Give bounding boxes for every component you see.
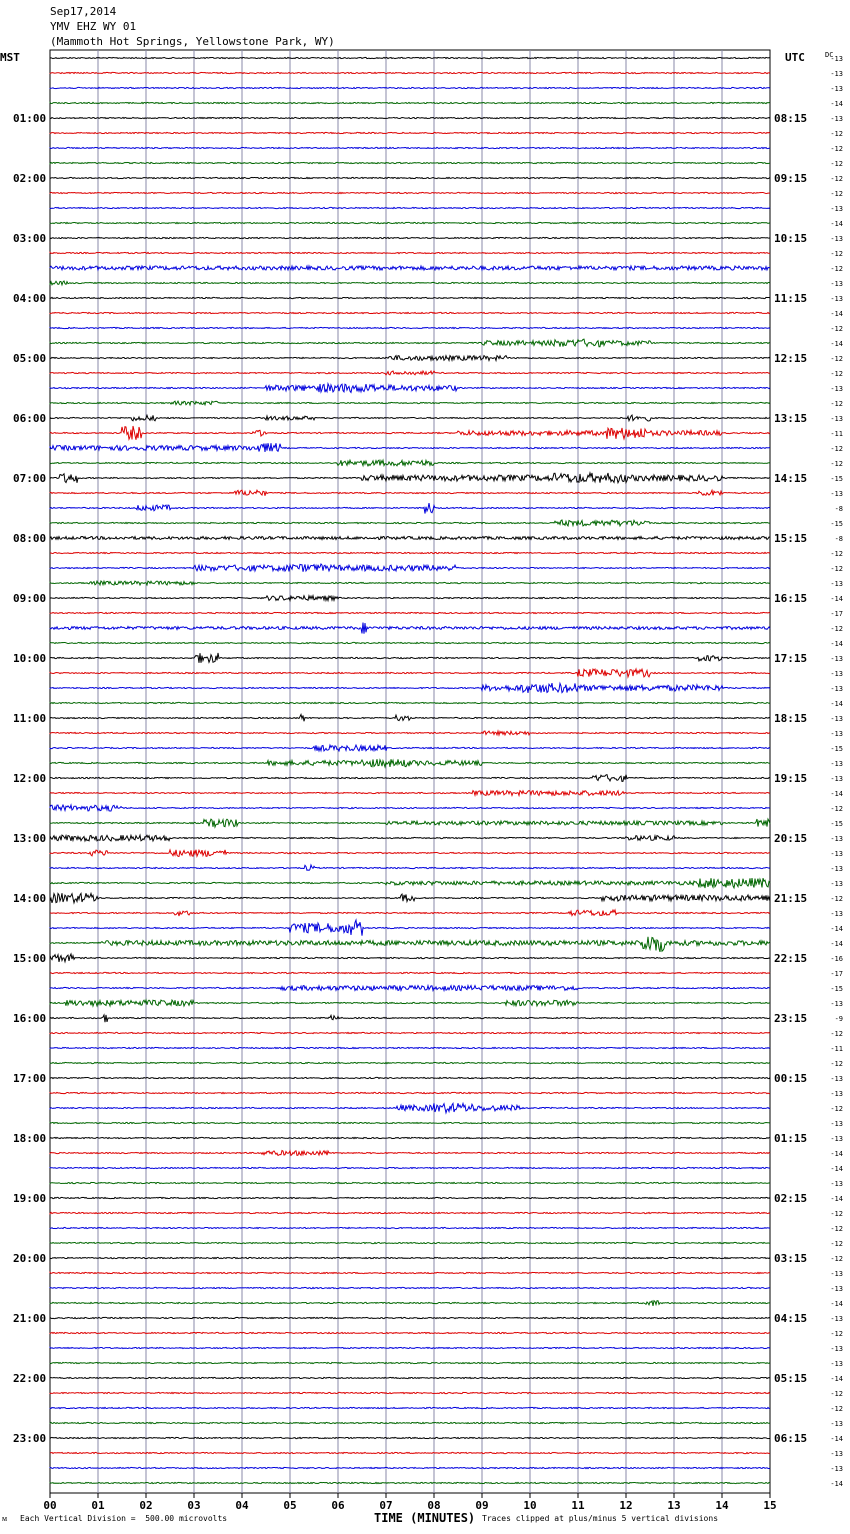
dc-offset-label: -12 [830,445,843,453]
dc-offset-label: -12 [830,1030,843,1038]
trace-18 [50,312,770,313]
x-tick-label: 02 [139,1499,153,1512]
right-hour-label: 20:15 [774,832,808,845]
x-tick-label: 04 [235,1499,249,1512]
trace-16 [50,281,770,285]
dc-offset-label: -12 [830,565,843,573]
dc-offset-label: -13 [830,235,843,243]
trace-19 [50,327,770,328]
trace-1 [50,57,770,58]
right-hour-label: 09:15 [774,172,808,185]
trace-28 [50,460,770,466]
right-hour-label: 13:15 [774,412,808,425]
trace-77 [50,1197,770,1198]
right-hour-label: 02:15 [774,1192,808,1205]
dc-offset-label: -15 [830,985,843,993]
dc-offset-label: -13 [830,1075,843,1083]
x-tick-label: 13 [667,1499,681,1512]
trace-25 [50,415,770,421]
dc-offset-label: -13 [830,1315,843,1323]
station-location: (Mammoth Hot Springs, Yellowstone Park, WY) [50,35,335,48]
trace-85 [50,1317,770,1318]
station-code: YMV EHZ WY 01 [50,20,137,33]
trace-3 [50,87,770,88]
dc-offset-label: -12 [830,250,843,258]
right-hour-label: 14:15 [774,472,808,485]
dc-offset-label: -14 [830,925,843,933]
dc-offset-label: -14 [830,220,843,228]
trace-53 [50,835,770,841]
trace-44 [50,702,770,703]
right-hour-label: 00:15 [774,1072,808,1085]
dc-offset-label: -12 [830,265,843,273]
dc-offset-label: -13 [830,775,843,783]
left-hour-label: 22:00 [13,1372,47,1385]
left-hour-label: 20:00 [13,1252,47,1265]
trace-39 [50,623,770,634]
dc-offset-label: -9 [834,1015,843,1023]
trace-56 [50,878,770,888]
trace-58 [50,910,770,916]
dc-offset-label: -11 [830,1045,843,1053]
right-hour-label: 22:15 [774,952,808,965]
dc-offset-label: -12 [830,145,843,153]
trace-86 [50,1332,770,1333]
x-tick-label: 12 [619,1499,633,1512]
dc-offset-label: -12 [830,895,843,903]
dc-offset-label: -15 [830,745,843,753]
dc-offset-label: -13 [830,55,843,63]
trace-15 [50,266,770,270]
left-hour-label: 12:00 [13,772,47,785]
trace-93 [50,1437,770,1438]
x-tick-label: 09 [475,1499,489,1512]
trace-94 [50,1452,770,1453]
left-hour-label: 16:00 [13,1012,47,1025]
trace-61 [50,954,770,962]
left-hour-label: 09:00 [13,592,47,605]
trace-73 [50,1137,770,1138]
dc-offset-label: -13 [830,715,843,723]
left-hour-label: 08:00 [13,532,47,545]
left-hour-label: 02:00 [13,172,47,185]
trace-36 [50,581,770,585]
dc-offset-label: -11 [830,430,843,438]
trace-78 [50,1212,770,1213]
trace-42 [50,669,770,677]
dc-offset-label: -13 [830,850,843,858]
trace-22 [50,371,770,375]
trace-96 [50,1482,770,1483]
trace-60 [50,937,770,952]
dc-offset-label: -14 [830,1195,843,1203]
trace-13 [50,237,770,238]
dc-offset-label: -12 [830,625,843,633]
trace-52 [50,819,770,827]
trace-68 [50,1062,770,1063]
trace-80 [50,1242,770,1243]
trace-35 [50,564,770,572]
trace-54 [50,850,770,857]
trace-91 [50,1407,770,1408]
x-tick-label: 03 [187,1499,201,1512]
left-hour-label: 07:00 [13,472,47,485]
dc-offset-label: -14 [830,1480,843,1488]
dc-offset-label: -13 [830,1360,843,1368]
dc-offset-label: -13 [830,1420,843,1428]
dc-offset-label: -13 [830,205,843,213]
left-hour-label: 10:00 [13,652,47,665]
dc-offset-label: -14 [830,595,843,603]
trace-63 [50,986,770,991]
trace-95 [50,1467,770,1468]
x-tick-label: 06 [331,1499,345,1512]
dc-offset-label: -12 [830,1390,843,1398]
trace-23 [50,384,770,393]
trace-90 [50,1392,770,1393]
dc-offset-label: -13 [830,1270,843,1278]
dc-offset-label: -13 [830,1180,843,1188]
trace-29 [50,473,770,483]
trace-27 [50,443,770,452]
trace-38 [50,612,770,613]
dc-offset-label: -13 [830,1000,843,1008]
dc-offset-label: -8 [834,535,843,543]
dc-offset-label: -12 [830,1105,843,1113]
right-hour-label: 12:15 [774,352,808,365]
dc-offset-label: -13 [830,1135,843,1143]
x-tick-label: 00 [43,1499,57,1512]
corner-mark: ᴍ [2,1514,8,1523]
x-tick-label: 10 [523,1499,537,1512]
dc-offset-label: -15 [830,520,843,528]
x-tick-label: 08 [427,1499,441,1512]
right-hour-label: 01:15 [774,1132,808,1145]
trace-69 [50,1077,770,1078]
dc-offset-label: -14 [830,1435,843,1443]
left-hour-label: 21:00 [13,1312,47,1325]
trace-30 [50,490,770,496]
dc-offset-label: -13 [830,685,843,693]
trace-87 [50,1347,770,1348]
right-hour-label: 17:15 [774,652,808,665]
left-hour-label: 06:00 [13,412,47,425]
trace-51 [50,805,770,811]
dc-offset-label: -12 [830,460,843,468]
trace-64 [50,1000,770,1006]
left-hour-label: 17:00 [13,1072,47,1085]
right-hour-label: 11:15 [774,292,808,305]
dc-offset-label: -13 [830,115,843,123]
plot-frame [50,50,770,1493]
trace-49 [50,775,770,782]
dc-offset-label: -13 [830,580,843,588]
trace-66 [50,1032,770,1033]
trace-65 [50,1015,770,1022]
clip-note: Traces clipped at plus/minus 5 vertical divisions [482,1514,719,1523]
dc-offset-label: -12 [830,355,843,363]
trace-14 [50,252,770,253]
trace-46 [50,731,770,735]
dc-offset-label: -13 [830,670,843,678]
trace-50 [50,791,770,796]
dc-offset-label: -13 [830,880,843,888]
right-hour-label: 21:15 [774,892,808,905]
dc-offset-label: -14 [830,700,843,708]
right-hour-label: 18:15 [774,712,808,725]
trace-31 [50,503,770,513]
dc-offset-label: -13 [830,865,843,873]
chart-date: Sep17,2014 [50,5,117,18]
left-hour-label: 15:00 [13,952,47,965]
dc-offset-label: -13 [830,1450,843,1458]
left-hour-label: 04:00 [13,292,47,305]
left-timezone-label: MST [0,51,20,64]
trace-7 [50,147,770,148]
right-hour-label: 23:15 [774,1012,808,1025]
trace-43 [50,683,770,693]
trace-12 [50,222,770,223]
trace-10 [50,192,770,193]
trace-76 [50,1182,770,1183]
dc-offset-label: -12 [830,1210,843,1218]
right-hour-label: 06:15 [774,1432,808,1445]
trace-67 [50,1047,770,1048]
dc-offset-label: -13 [830,1345,843,1353]
dc-offset-label: -13 [830,1120,843,1128]
dc-offset-label: -12 [830,1060,843,1068]
dc-offset-label: -13 [830,280,843,288]
dc-offset-label: -12 [830,400,843,408]
left-hour-label: 01:00 [13,112,47,125]
dc-offset-label: -15 [830,475,843,483]
dc-offset-label: -13 [830,490,843,498]
trace-11 [50,207,770,208]
trace-92 [50,1422,770,1423]
left-hour-label: 14:00 [13,892,47,905]
trace-79 [50,1227,770,1228]
x-tick-label: 14 [715,1499,729,1512]
dc-offset-label: -12 [830,1225,843,1233]
trace-88 [50,1362,770,1363]
trace-26 [50,426,770,440]
scale-note: Each Vertical Division = 500.00 microvolts [20,1514,228,1523]
trace-45 [50,715,770,722]
trace-32 [50,520,770,526]
trace-74 [50,1151,770,1156]
dc-offset-label: -15 [830,820,843,828]
dc-offset-label: -12 [830,325,843,333]
dc-offset-label: -12 [830,370,843,378]
x-axis-title: TIME (MINUTES) [374,1511,476,1525]
trace-57 [50,893,770,903]
dc-offset-label: -12 [830,1240,843,1248]
dc-offset-label: -13 [830,1465,843,1473]
trace-20 [50,339,770,347]
left-hour-label: 13:00 [13,832,47,845]
dc-offset-label: -13 [830,85,843,93]
trace-70 [50,1092,770,1093]
trace-81 [50,1257,770,1258]
dc-offset-label: -13 [830,70,843,78]
right-hour-label: 16:15 [774,592,808,605]
dc-offset-label: -13 [830,1090,843,1098]
x-tick-label: 05 [283,1499,297,1512]
dc-offset-label: -12 [830,1405,843,1413]
trace-75 [50,1167,770,1168]
dc-offset-label: -13 [830,385,843,393]
trace-37 [50,596,770,601]
trace-2 [50,72,770,73]
dc-offset-label: -13 [830,835,843,843]
dc-offset-label: -14 [830,340,843,348]
dc-offset-label: -14 [830,1375,843,1383]
dc-offset-label: -14 [830,1165,843,1173]
trace-17 [50,297,770,298]
trace-8 [50,162,770,163]
right-hour-label: 15:15 [774,532,808,545]
trace-82 [50,1272,770,1273]
trace-9 [50,177,770,178]
dc-offset-label: -8 [834,505,843,513]
dc-offset-label: -17 [830,970,843,978]
dc-offset-label: -12 [830,160,843,168]
dc-offset-label: -13 [830,760,843,768]
dc-offset-label: -13 [830,1285,843,1293]
dc-offset-label: -14 [830,640,843,648]
trace-47 [50,745,770,751]
dc-offset-label: -13 [830,655,843,663]
trace-24 [50,401,770,405]
dc-offset-label: -13 [830,295,843,303]
dc-offset-label: -13 [830,415,843,423]
x-tick-label: 01 [91,1499,105,1512]
trace-62 [50,972,770,973]
right-hour-label: 04:15 [774,1312,808,1325]
right-timezone-label: UTC [785,51,805,64]
dc-offset-label: -14 [830,1300,843,1308]
dc-offset-label: -14 [830,1150,843,1158]
trace-71 [50,1103,770,1113]
left-hour-label: 03:00 [13,232,47,245]
dc-offset-label: -13 [830,730,843,738]
dc-offset-label: -13 [830,910,843,918]
left-hour-label: 11:00 [13,712,47,725]
dc-offset-label: -14 [830,790,843,798]
dc-offset-label: -12 [830,190,843,198]
trace-41 [50,653,770,663]
x-tick-label: 11 [571,1499,585,1512]
trace-33 [50,537,770,540]
left-hour-label: 05:00 [13,352,47,365]
right-hour-label: 19:15 [774,772,808,785]
right-hour-label: 03:15 [774,1252,808,1265]
x-tick-label: 15 [763,1499,777,1512]
dc-offset-label: -12 [830,1330,843,1338]
trace-48 [50,759,770,767]
dc-offset-label: -16 [830,955,843,963]
dc-offset-label: -12 [830,805,843,813]
dc-offset-label: -14 [830,940,843,948]
trace-34 [50,552,770,553]
x-tick-label: 07 [379,1499,393,1512]
trace-6 [50,132,770,133]
trace-40 [50,642,770,643]
trace-21 [50,356,770,361]
dc-offset-label: -12 [830,130,843,138]
dc-offset-label: -12 [830,175,843,183]
trace-5 [50,117,770,118]
trace-72 [50,1122,770,1123]
dc-offset-label: -12 [830,1255,843,1263]
dc-offset-label: -12 [830,550,843,558]
trace-59 [50,920,770,936]
right-hour-label: 10:15 [774,232,808,245]
trace-4 [50,102,770,103]
trace-84 [50,1301,770,1306]
dc-offset-label: -17 [830,610,843,618]
trace-55 [50,865,770,870]
left-hour-label: 19:00 [13,1192,47,1205]
dc-offset-label: -14 [830,310,843,318]
left-hour-label: 23:00 [13,1432,47,1445]
dc-header-label: DC [825,51,834,59]
right-hour-label: 08:15 [774,112,808,125]
right-hour-label: 05:15 [774,1372,808,1385]
trace-89 [50,1377,770,1378]
left-hour-label: 18:00 [13,1132,47,1145]
dc-offset-label: -14 [830,100,843,108]
trace-83 [50,1287,770,1288]
